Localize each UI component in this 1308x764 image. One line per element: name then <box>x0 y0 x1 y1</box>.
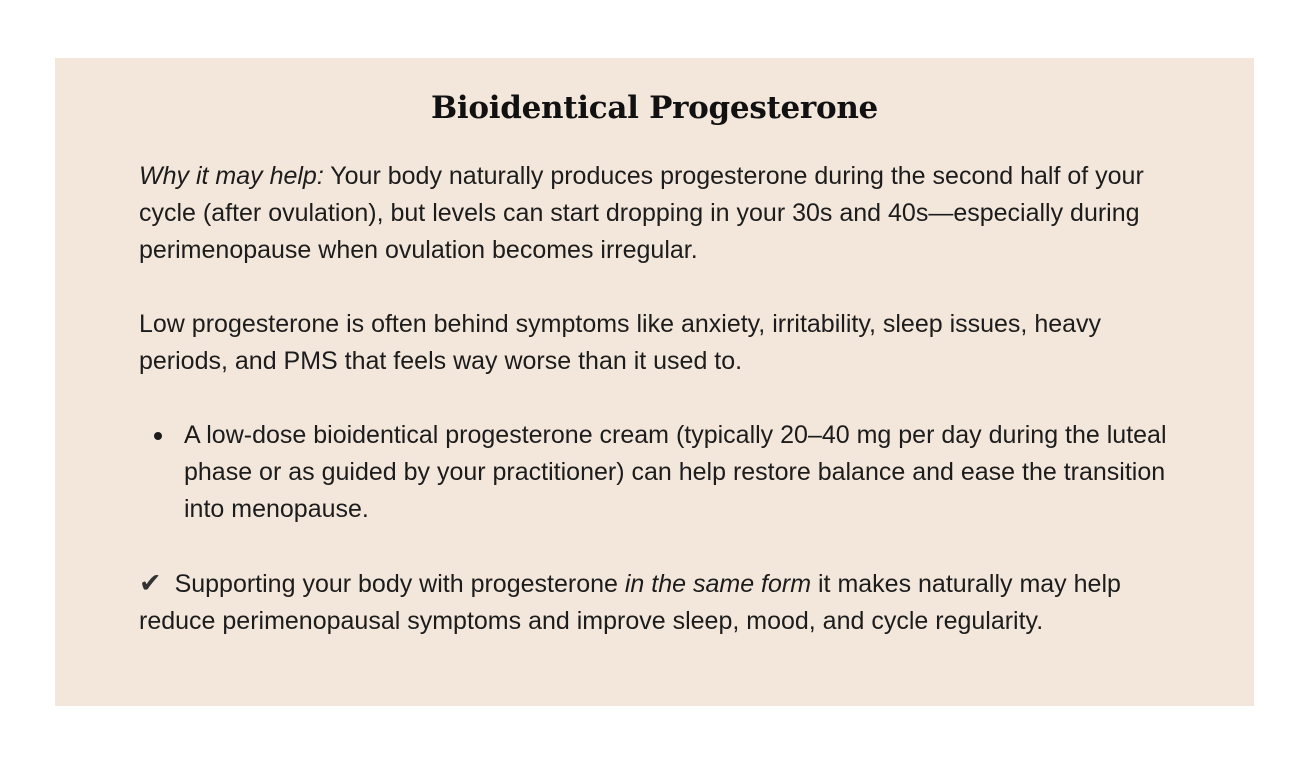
support-text-before: Supporting your body with progesterone <box>167 570 625 598</box>
bullet-icon <box>154 432 162 440</box>
support-text-after: it makes naturally may help reduce perimenopausal symptoms and improve sleep, mood, and cycle regularity. <box>139 570 1121 635</box>
why-text: Your body naturally produces progesterone during the second half of your cycle (after ovulation), but levels can start dropping in your 30s and 40s—especially during perimenopause when ovulation becomes irregular. <box>139 162 1144 264</box>
list-item <box>139 417 1170 528</box>
support-emphasis: in the same form <box>624 570 812 598</box>
low-progesterone-paragraph: Low progesterone is often behind symptoms like anxiety, irritability, sleep issues, heavy periods, and PMS that feels way worse than it used to. <box>139 310 1102 375</box>
why-label: Why it may help: <box>139 162 324 190</box>
info-card <box>55 58 1254 706</box>
support-paragraph <box>139 565 1170 640</box>
list-item-text: A low-dose bioidentical progesterone cream (typically 20–40 mg per day during the luteal phase or as guided by your practitioner) can help restore balance and ease the transition into menopause. <box>184 421 1167 523</box>
why-paragraph <box>139 158 1170 269</box>
checkmark-icon: ✔ <box>139 568 162 599</box>
card-title: Bioidentical Progesterone <box>431 90 878 126</box>
recommendation-list <box>139 417 1170 528</box>
